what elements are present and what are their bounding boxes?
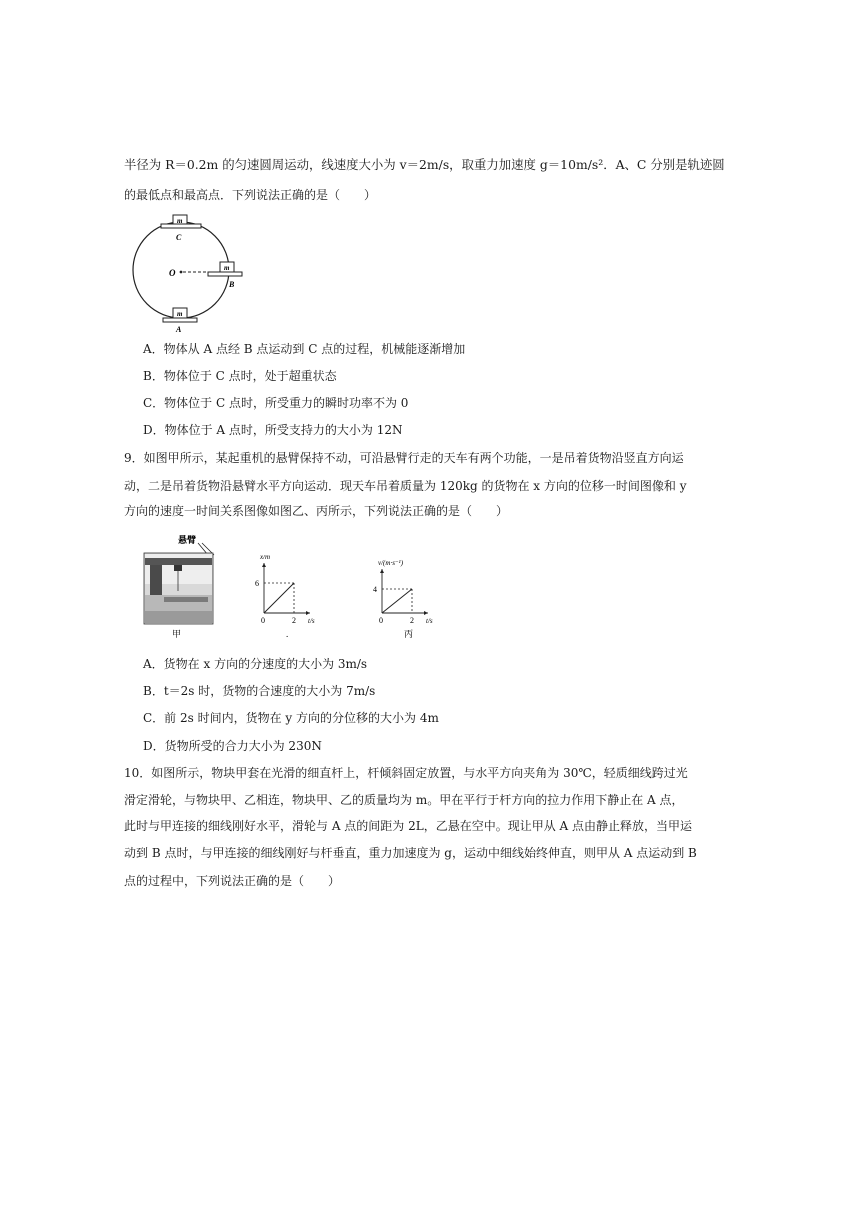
x-t-graph-caption: . (286, 629, 289, 639)
q9-option-d: D．货物所受的合力大小为 230N (143, 739, 322, 753)
y-axis-arrow (380, 569, 384, 573)
x-t-graph (243, 555, 323, 647)
q10-stem-line2: 滑定滑轮，与物块甲、乙相连，物块甲、乙的质量均为 m。甲在平行于杆方向的拉力作用下静止在 A 点， (124, 793, 684, 807)
block-a-label: m (177, 310, 183, 318)
block-b-label: m (224, 264, 230, 272)
q9-stem-line3: 方向的速度一时间关系图像如图乙、丙所示，下列说法正确的是（ ） (124, 504, 509, 518)
block-c-label: m (177, 217, 183, 225)
q9-stem-line1: 9．如图甲所示，某起重机的悬臂保持不动，可沿悬臂行走的天车有两个功能，一是吊着货物沿竖直方向运 (124, 451, 684, 465)
center-point (180, 271, 183, 274)
block-b-platform (208, 272, 242, 276)
crane-photo-figure (140, 533, 220, 643)
x-axis-arrow (306, 611, 310, 615)
q8-stem-line2: 的最低点和最高点．下列说法正确的是（ ） (124, 188, 377, 202)
y-axis-label: x/m (260, 555, 271, 561)
x-axis-label: t/s (308, 617, 315, 625)
q9-stem-line2: 动，二是吊着货物沿悬臂水平方向运动．现天车吊着质量为 120kg 的货物在 x 方向的位移一时间图像和 y (124, 479, 687, 493)
photo-boats (164, 597, 208, 602)
y-axis-label: v/(m·s⁻¹) (378, 559, 404, 567)
crane-boom (145, 558, 212, 565)
q10-stem-line4: 动到 B 点时，与甲连接的细线刚好与杆垂直，重力加速度为 g，运动中细线始终伸直，则甲从 A 点运动到 B (124, 846, 697, 860)
q9-option-b: B．t＝2s 时，货物的合速度的大小为 7m/s (143, 684, 376, 698)
crane-boom-label: 悬臂 (178, 535, 197, 545)
q8-option-a: A．物体从 A 点经 B 点运动到 C 点的过程，机械能逐渐增加 (143, 342, 466, 356)
point-o-label: O (169, 268, 176, 278)
q10-stem-line1: 10．如图所示，物块甲套在光滑的细直杆上，杆倾斜固定放置，与水平方向夹角为 30℃，轻质细线跨过光 (124, 766, 688, 780)
q10-stem-line3: 此时与甲连接的细线刚好水平，滑轮与 A 点的间距为 2L，乙悬在空中。现让甲从 A 点由静止释放，当甲运 (124, 819, 693, 833)
x-tick-label: 2 (292, 616, 296, 625)
crane-trolley (174, 565, 182, 571)
q8-stem-line1: 半径为 R＝0.2m 的匀速圆周运动，线速度大小为 v＝2m/s，取重力加速度 g＝10m/s²．A、C 分别是轨迹圆 (124, 157, 725, 172)
point-a-label: A (176, 325, 182, 334)
x-tick-label: 2 (410, 616, 414, 625)
q9-option-c: C．前 2s 时间内，货物在 y 方向的分位移的大小为 4m (143, 711, 439, 725)
block-a-platform (163, 318, 197, 322)
x-tick-label: 0 (379, 616, 383, 625)
y-tick-label: 4 (373, 585, 377, 594)
point-c-label: C (176, 233, 182, 242)
v-t-graph-caption: 丙 (404, 629, 414, 639)
x-axis-arrow (424, 611, 428, 615)
point-b-label: B (229, 280, 235, 289)
q10-stem-line5: 点的过程中，下列说法正确的是（ ） (124, 874, 341, 888)
data-line (382, 589, 412, 613)
v-t-graph (340, 555, 440, 647)
y-axis-arrow (262, 563, 266, 567)
q8-option-c: C．物体位于 C 点时，所受重力的瞬时功率不为 0 (143, 396, 409, 410)
q8-option-d: D．物体位于 A 点时，所受支持力的大小为 12N (143, 423, 403, 437)
x-tick-label: 0 (261, 616, 265, 625)
q8-option-b: B．物体位于 C 点时，处于超重状态 (143, 369, 337, 383)
data-line (264, 583, 294, 613)
x-axis-label: t/s (426, 617, 433, 625)
crane-photo-caption: 甲 (172, 629, 182, 639)
circle-track-figure (128, 210, 252, 336)
y-tick-label: 6 (255, 579, 259, 588)
photo-shore (145, 611, 212, 623)
q9-option-a: A．货物在 x 方向的分速度的大小为 3m/s (143, 657, 368, 671)
